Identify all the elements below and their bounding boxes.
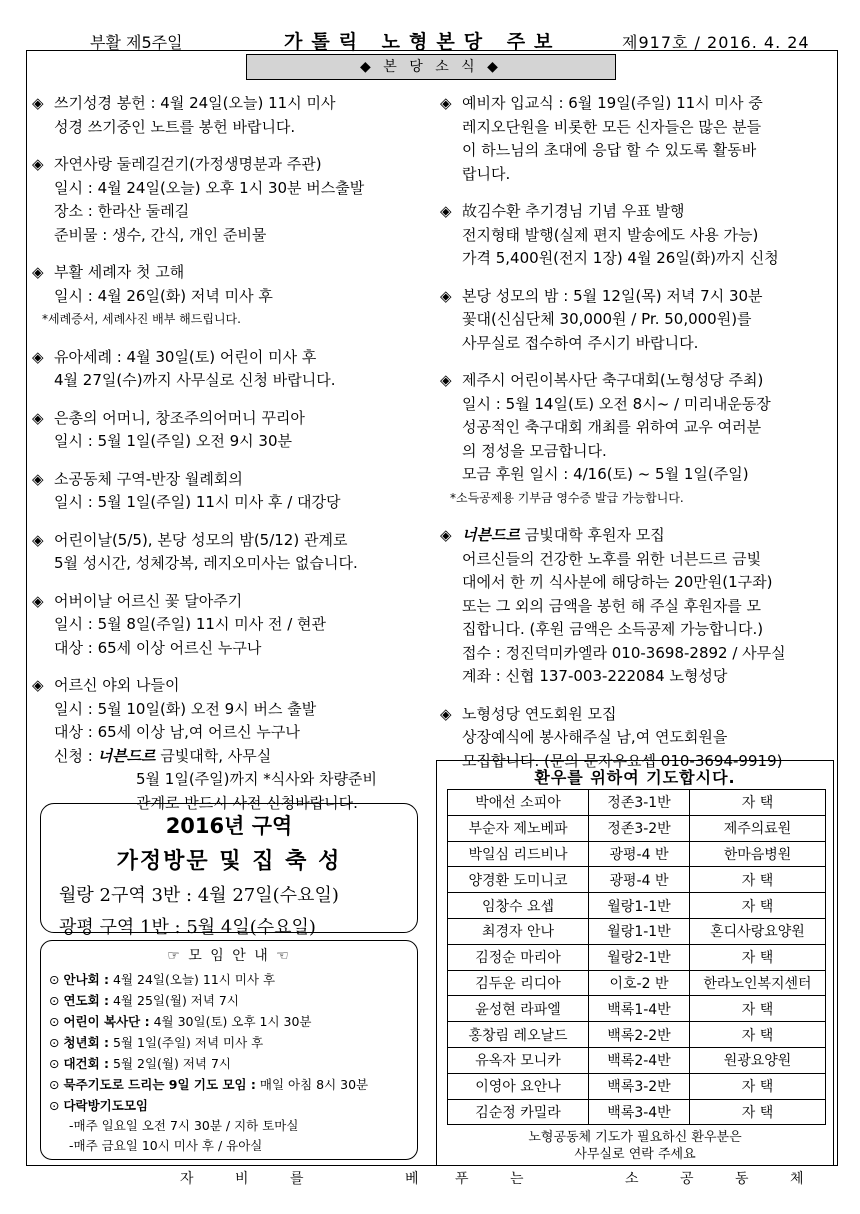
news-title-text: 쓰기성경 봉헌 : 4월 24일(오늘) 11시 미사 — [54, 94, 336, 112]
table-cell: 월랑2-1반 — [589, 944, 690, 970]
news-item-title — [440, 200, 832, 224]
issue-date: 제917호 / 2016. 4. 24 — [622, 33, 810, 52]
news-title-text: 어르신 야외 나들이 — [54, 676, 180, 694]
meeting-sub: -매주 일요일 오전 7시 30분 / 지하 토마실 — [69, 1118, 299, 1133]
table-row — [448, 790, 826, 816]
meeting-name: 묵주기도로 드리는 9일 기도 모임 : — [63, 1077, 256, 1092]
diamond-bullet-icon: ◈ — [440, 371, 452, 389]
news-line: 집합니다. (후원 금액은 소득공제 가능합니다.) — [462, 620, 764, 638]
visit-row: 월랑 2구역 3반 : 4월 27일(수요일) — [59, 885, 339, 906]
target-icon: ⊙ — [49, 1077, 64, 1092]
table-row — [448, 944, 826, 970]
meeting-item — [41, 1074, 417, 1095]
meeting-item — [41, 1032, 417, 1053]
news-line: 대상 : 65세 이상 어르신 누구나 — [54, 638, 262, 657]
diamond-bullet-icon: ◈ — [32, 263, 44, 281]
table-cell: 자 택 — [690, 1099, 826, 1125]
news-line: 준비물 : 생수, 간식, 개인 준비물 — [54, 225, 267, 244]
table-cell: 김정순 마리아 — [448, 944, 589, 970]
table-cell: 정존3-1반 — [589, 790, 690, 816]
news-item-body — [32, 285, 432, 309]
meeting-time: 4월 30일(토) 오후 1시 30분 — [149, 1014, 312, 1029]
news-item — [32, 92, 432, 139]
meeting-name: 안나회 : — [63, 972, 110, 987]
news-title-text: 부활 세례자 첫 고해 — [54, 263, 185, 281]
news-item-title — [440, 524, 832, 548]
diamond-bullet-icon: ◈ — [32, 94, 44, 112]
motto-char: 를 — [290, 1171, 304, 1187]
table-cell: 백록2-2반 — [589, 1022, 690, 1048]
table-cell: 원광요양원 — [690, 1047, 826, 1073]
meeting-time: 5월 2일(월) 저녁 7시 — [109, 1056, 231, 1071]
table-cell: 윤성현 라파엘 — [448, 996, 589, 1022]
news-item-title — [440, 92, 832, 116]
news-line: 사무실로 접수하여 주시기 바랍니다. — [462, 333, 699, 352]
table-cell: 임창수 요셉 — [448, 893, 589, 919]
news-item-title — [32, 468, 432, 492]
news-note: *소득공제용 기부금 영수증 발급 가능합니다. — [450, 490, 684, 505]
news-item-title — [32, 529, 432, 553]
table-cell: 부순자 제노베파 — [448, 815, 589, 841]
news-item-title — [32, 261, 432, 285]
news-title-text: 유아세례 : 4월 30일(토) 어린이 미사 후 — [54, 347, 317, 366]
table-cell: 자 택 — [690, 867, 826, 893]
news-item-title — [440, 703, 832, 727]
news-line: 상장예식에 봉사해주실 남,여 연도회원을 — [462, 728, 728, 746]
diamond-bullet-icon: ◈ — [32, 676, 44, 694]
news-line: 성경 쓰기중인 노트를 봉헌 바랍니다. — [54, 117, 296, 136]
news-item — [32, 674, 432, 815]
news-line: 또는 그 외의 금액을 봉헌 해 주실 후원자를 모 — [462, 596, 761, 615]
news-item-body — [440, 548, 832, 689]
table-cell: 한마음병원 — [690, 841, 826, 867]
apply-label: 신청 : — [54, 746, 98, 765]
diamond-bullet-icon: ◈ — [32, 155, 44, 173]
meeting-title: ☞ 모 임 안 내 ☜ — [167, 948, 291, 964]
table-row — [448, 1073, 826, 1099]
news-line: 4월 27일(수)까지 사무실로 신청 바랍니다. — [54, 371, 336, 389]
news-item — [32, 261, 432, 332]
news-line: 모금 후원 일시 : 4/16(토) ~ 5월 1일(주일) — [462, 465, 749, 483]
apply-text: 금빛대학, 사무실 — [155, 746, 272, 765]
news-line: 일시 : 5월 14일(토) 오전 8시~ / 미리내운동장 — [462, 394, 771, 413]
news-title-text: 본당 성모의 밤 : 5월 12일(목) 저녁 7시 30분 — [462, 286, 763, 305]
news-title-text: 금빛대학 후원자 모집 — [519, 526, 665, 544]
news-item — [440, 200, 832, 271]
target-icon: ⊙ — [49, 972, 64, 987]
meeting-time: 4월 24일(오늘) 11시 미사 후 — [109, 972, 276, 987]
news-item-title — [32, 346, 432, 370]
table-cell: 이호-2 반 — [589, 970, 690, 996]
news-line: 어르신들의 건강한 노후를 위한 너븐드르 금빛 — [462, 549, 762, 568]
news-item-body — [32, 552, 432, 576]
news-line: 접수 : 정진덕미카엘라 010-3698-2892 / 사무실 — [462, 643, 786, 662]
table-cell: 자 택 — [690, 996, 826, 1022]
table-cell: 자 택 — [690, 1073, 826, 1099]
table-cell: 광평-4 반 — [589, 841, 690, 867]
table-cell: 김순정 카밀라 — [448, 1099, 589, 1125]
news-item-body — [32, 116, 432, 140]
news-item-title — [440, 369, 832, 393]
news-item — [32, 468, 432, 515]
table-cell: 자 택 — [690, 790, 826, 816]
table-cell: 월랑1-1반 — [589, 893, 690, 919]
visit-row: 광평 구역 1반 : 5월 4일(수요일) — [59, 917, 316, 938]
news-item — [440, 92, 832, 186]
news-item-body — [32, 369, 432, 393]
apply-line: 5월 1일(주일)까지 *식사와 차량준비 — [136, 770, 377, 788]
news-item-body — [32, 177, 432, 248]
news-item-title — [32, 153, 432, 177]
prayer-footer-line: 노형공동체 기도가 필요하신 환우분은 — [528, 1130, 742, 1145]
diamond-bullet-icon: ◈ — [440, 286, 452, 305]
meeting-sub: -매주 금요일 10시 미사 후 / 유아실 — [69, 1138, 263, 1153]
table-row — [448, 1022, 826, 1048]
meeting-item — [41, 1095, 417, 1116]
news-item-title — [32, 590, 432, 614]
table-cell: 월랑1-1반 — [589, 918, 690, 944]
prayer-title: 환우를 위하여 기도합시다. — [534, 768, 736, 787]
news-title-text: 소공동체 구역-반장 월례회의 — [54, 469, 243, 488]
meeting-list — [41, 969, 417, 1156]
bulletin-title: 가톨릭 노형본당 주보 — [284, 31, 562, 53]
meeting-time: 5월 1일(주일) 저녁 미사 후 — [109, 1035, 264, 1050]
table-cell: 한라노인복지센터 — [690, 970, 826, 996]
news-line: 일시 : 5월 8일(주일) 11시 미사 전 / 현관 — [54, 615, 327, 633]
motto-char: 자 — [180, 1171, 194, 1187]
motto-char: 베 — [405, 1171, 419, 1187]
news-item-body — [440, 393, 832, 487]
news-line: 모집합니다. (문의 문자우요셉 010-3694-9919) — [462, 751, 783, 770]
table-cell: 최경자 안나 — [448, 918, 589, 944]
news-line: 전지형태 발행(실제 편지 발송에도 사용 가능) — [462, 225, 759, 244]
table-cell: 백록2-4반 — [589, 1047, 690, 1073]
news-title-text: 어린이날(5/5), 본당 성모의 밤(5/12) 관계로 — [54, 530, 348, 549]
news-line: 장소 : 한라산 둘레길 — [54, 202, 190, 220]
news-item-body — [440, 308, 832, 355]
left-news-column — [32, 92, 432, 829]
prayer-box — [436, 760, 834, 1166]
news-line: 성공적인 축구대회 개최를 위하여 교우 여러분 — [462, 418, 762, 436]
news-item — [32, 346, 432, 393]
page-header — [0, 24, 860, 52]
brand-name: 너븐드르 — [462, 526, 520, 544]
diamond-bullet-icon: ◈ — [32, 347, 44, 366]
motto-char: 공 — [680, 1171, 694, 1187]
meeting-item — [41, 1011, 417, 1032]
news-line: 일시 : 5월 1일(주일) 11시 미사 후 / 대강당 — [54, 493, 341, 511]
news-line: 일시 : 5월 1일(주일) 오전 9시 30분 — [54, 432, 292, 450]
motto-char: 소 — [625, 1171, 639, 1187]
news-line: 일시 : 4월 26일(화) 저녁 미사 후 — [54, 286, 273, 305]
visit-subtitle: 가정방문 및 집 축 성 — [116, 849, 342, 874]
liturgical-week: 부활 제5주일 — [90, 33, 183, 52]
table-cell: 홍창림 레오날드 — [448, 1022, 589, 1048]
news-line: 레지오단원을 비롯한 모든 신자들은 많은 분들 — [462, 117, 762, 136]
table-cell: 백록3-2반 — [589, 1073, 690, 1099]
target-icon: ⊙ — [49, 1035, 64, 1050]
meeting-name: 다락방기도모임 — [63, 1098, 148, 1113]
table-row — [448, 918, 826, 944]
news-line: 가격 5,400원(전지 1장) 4월 26일(화)까지 신청 — [462, 249, 779, 267]
news-item — [440, 369, 832, 510]
right-news-column — [440, 92, 832, 787]
news-title-text: 故김수환 추기경님 기념 우표 발행 — [462, 202, 685, 220]
visit-title: 2016년 구역 — [165, 814, 293, 838]
news-item-title — [32, 674, 432, 698]
news-title-text: 자연사랑 둘레길걷기(가정생명분과 주관) — [54, 155, 322, 173]
news-line: 계좌 : 신협 137-003-222084 노형성당 — [462, 667, 728, 685]
news-title-text: 은총의 어머니, 창조주의어머니 꾸리아 — [54, 408, 305, 427]
meeting-name: 어린이 복사단 : — [63, 1014, 150, 1029]
news-item — [440, 524, 832, 689]
diamond-bullet-icon: ◈ — [32, 591, 44, 610]
home-visit-box — [40, 803, 418, 938]
diamond-bullet-icon: ◈ — [32, 530, 44, 549]
meeting-item — [41, 969, 417, 990]
meeting-time: 4월 25일(월) 저녁 7시 — [109, 993, 239, 1008]
table-cell: 광평-4 반 — [589, 867, 690, 893]
apply-line: 관계로 반드시 사전 신청바랍니다. — [136, 793, 358, 812]
news-line: 일시 : 4월 24일(오늘) 오후 1시 30분 버스출발 — [54, 178, 365, 197]
motto-char: 는 — [510, 1171, 524, 1187]
news-item-body — [32, 698, 432, 816]
news-line: 이 하느님의 초대에 응답 할 수 있도록 활동바 — [462, 141, 757, 159]
table-cell: 혼디사랑요양원 — [690, 918, 826, 944]
table-row — [448, 867, 826, 893]
news-item-body — [32, 613, 432, 660]
news-item-body — [32, 430, 432, 454]
brand-name: 너븐드르 — [97, 746, 156, 765]
meeting-name: 연도회 : — [63, 993, 110, 1008]
table-row — [448, 996, 826, 1022]
diamond-bullet-icon: ◈ — [440, 526, 452, 544]
news-line: 랍니다. — [462, 164, 511, 183]
motto-char: 체 — [790, 1171, 804, 1187]
meeting-item — [41, 1053, 417, 1074]
table-row — [448, 893, 826, 919]
news-item — [32, 590, 432, 661]
table-cell: 유옥자 모니카 — [448, 1047, 589, 1073]
target-icon: ⊙ — [49, 993, 64, 1008]
table-row — [448, 1047, 826, 1073]
prayer-footer-line: 사무실로 연락 주세요 — [574, 1147, 696, 1162]
table-row — [448, 815, 826, 841]
news-title-text: 노형성당 연도회원 모집 — [462, 704, 617, 723]
news-line: 대상 : 65세 이상 남,여 어르신 누구나 — [54, 723, 300, 741]
target-icon: ⊙ — [49, 1098, 64, 1113]
meeting-time: 매일 아침 8시 30분 — [255, 1077, 369, 1092]
diamond-bullet-icon: ◈ — [440, 94, 452, 112]
meeting-name: 대건회 : — [63, 1056, 110, 1071]
table-cell: 정존3-2반 — [589, 815, 690, 841]
motto-char: 동 — [735, 1171, 749, 1187]
prayer-footer — [437, 1129, 833, 1163]
news-item-title — [32, 407, 432, 431]
table-cell: 자 택 — [690, 893, 826, 919]
news-item-body — [32, 491, 432, 515]
table-row — [448, 1099, 826, 1125]
news-item — [32, 407, 432, 454]
table-cell: 김두운 리디아 — [448, 970, 589, 996]
motto-char: 푸 — [455, 1171, 469, 1187]
diamond-bullet-icon: ◈ — [440, 202, 452, 220]
table-cell: 이영아 요안나 — [448, 1073, 589, 1099]
prayer-table — [447, 789, 826, 1125]
target-icon: ⊙ — [49, 1014, 64, 1029]
table-cell: 자 택 — [690, 1022, 826, 1048]
news-note: *세례증서, 세례사진 배부 해드립니다. — [42, 312, 241, 326]
news-item-body — [440, 224, 832, 271]
news-item — [32, 153, 432, 247]
table-row — [448, 841, 826, 867]
meeting-name: 청년회 : — [63, 1035, 110, 1050]
diamond-bullet-icon: ◈ — [440, 704, 452, 723]
table-cell: 양경환 도미니코 — [448, 867, 589, 893]
table-cell: 자 택 — [690, 944, 826, 970]
diamond-bullet-icon: ◈ — [32, 469, 44, 488]
section-banner: ◆ 본 당 소 식 ◆ — [246, 54, 616, 80]
table-row — [448, 970, 826, 996]
target-icon: ⊙ — [49, 1056, 64, 1071]
table-cell: 백록1-4반 — [589, 996, 690, 1022]
meeting-item — [41, 990, 417, 1011]
news-line: 꽃대(신심단체 30,000원 / Pr. 50,000원)를 — [462, 310, 752, 328]
motto-char: 비 — [235, 1171, 249, 1187]
meeting-box — [40, 940, 418, 1160]
news-item-title — [32, 92, 432, 116]
news-title-text: 어버이날 어르신 꽃 달아주기 — [54, 591, 243, 610]
news-line: 의 정성을 모금합니다. — [462, 441, 607, 460]
news-line: 일시 : 5월 10일(화) 오전 9시 버스 출발 — [54, 699, 317, 718]
news-title-text: 제주시 어린이복사단 축구대회(노형성당 주최) — [462, 371, 764, 389]
news-item-body — [440, 116, 832, 187]
news-title-text: 예비자 입교식 : 6월 19일(주일) 11시 미사 중 — [462, 94, 763, 112]
news-item — [440, 285, 832, 356]
apply-line — [54, 745, 432, 769]
diamond-bullet-icon: ◈ — [32, 408, 44, 427]
news-line: 5월 성시간, 성체강복, 레지오미사는 없습니다. — [54, 554, 358, 572]
news-item-title — [440, 285, 832, 309]
table-cell: 백록3-4반 — [589, 1099, 690, 1125]
table-cell: 박애선 소피아 — [448, 790, 589, 816]
table-cell: 박일심 리드비나 — [448, 841, 589, 867]
table-cell: 제주의료원 — [690, 815, 826, 841]
news-item — [32, 529, 432, 576]
news-line: 대에서 한 끼 식사분에 해당하는 20만원(1구좌) — [462, 573, 773, 591]
